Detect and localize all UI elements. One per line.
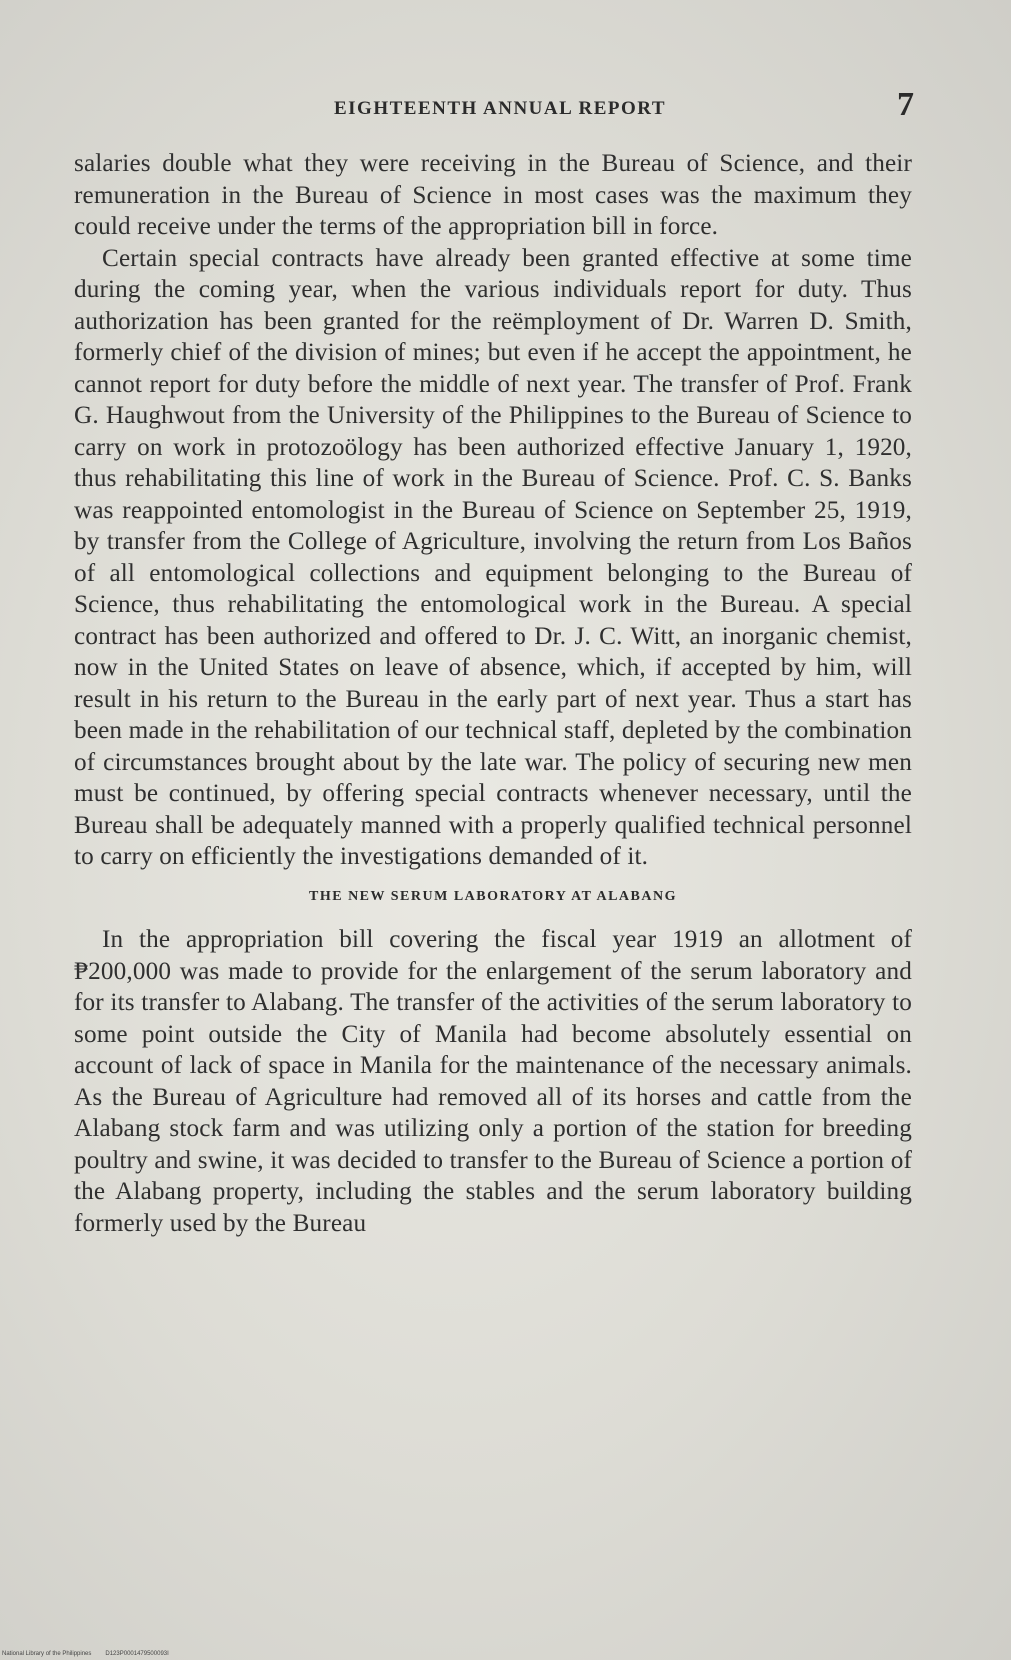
footer-source: National Library of the Philippines [2,1651,92,1657]
body-text [74,148,912,1239]
paragraph-1: salaries double what they were receiving in the Bureau of Science, and their remuneration in the Bureau of Science in most cases was the maximum they could receive under the terms of the appropriation bill in force. [74,150,912,240]
running-head: EIGHTEENTH ANNUAL REPORT [333,98,666,119]
paragraph-3: In the appropriation bill covering the fiscal year 1919 an allotment of ₱200,000 was made to provide for the enlargement of the serum laboratory and for its transfer to Alabang. The transfer of the activities of the serum laboratory to some point outside the City of Manila had become absolutely essential on account of lack of space in Manila for the maintenance of the necessary animals. As the Bureau of Agriculture had removed all of its horses and cattle from the Alabang stock farm and was utilizing only a portion of the station for breeding poultry and swine, it was decided to transfer to the Bureau of Science a portion of the Alabang property, including the stables and the serum laboratory building formerly used by the Bureau [74,926,912,1237]
page-header [70,86,930,132]
paragraph-2: Certain special contracts have already been granted effective at some time during the coming year, when the various individuals report for duty. Thus authorization has been granted for the reëmployment of Dr. Warren D. Smith, formerly chief of the division of mines; but even if he accept the appointment, he cannot report for duty before the middle of next year. The transfer of Prof. Frank G. Haughwout from the University of the Philippines to the Bureau of Science to carry on work in protozoölogy has been authorized effective January 1, 1920, thus rehabilitating this line of work in the Bureau of Science. Prof. C. S. Banks was reappointed entomologist in the Bureau of Science on September 25, 1919, by transfer from the College of Agriculture, involving the return from Los Baños of all entomological collections and equipment belonging to the Bureau of Science, thus rehabilitating the entomological work in the Bureau. A special contract has been authorized and offered to Dr. J. C. Witt, an inorganic chemist, now in the United States on leave of absence, which, if accepted by him, will result in his return to the Bureau in the early part of next year. Thus a start has been made in the rehabilitation of our technical staff, depleted by the combination of circumstances brought about by the late war. The policy of securing new men must be continued, by offering special contracts whenever necessary, until the Bureau shall be adequately manned with a properly qualified technical personnel to carry on efficiently the investigations demanded of it. [74,244,912,870]
section-heading: THE NEW SERUM LABORATORY AT ALABANG [309,888,677,904]
scan-footer [2,1651,169,1657]
footer-identifier: D123P0001479500093I [105,1651,169,1657]
page-number: 7 [897,86,914,123]
